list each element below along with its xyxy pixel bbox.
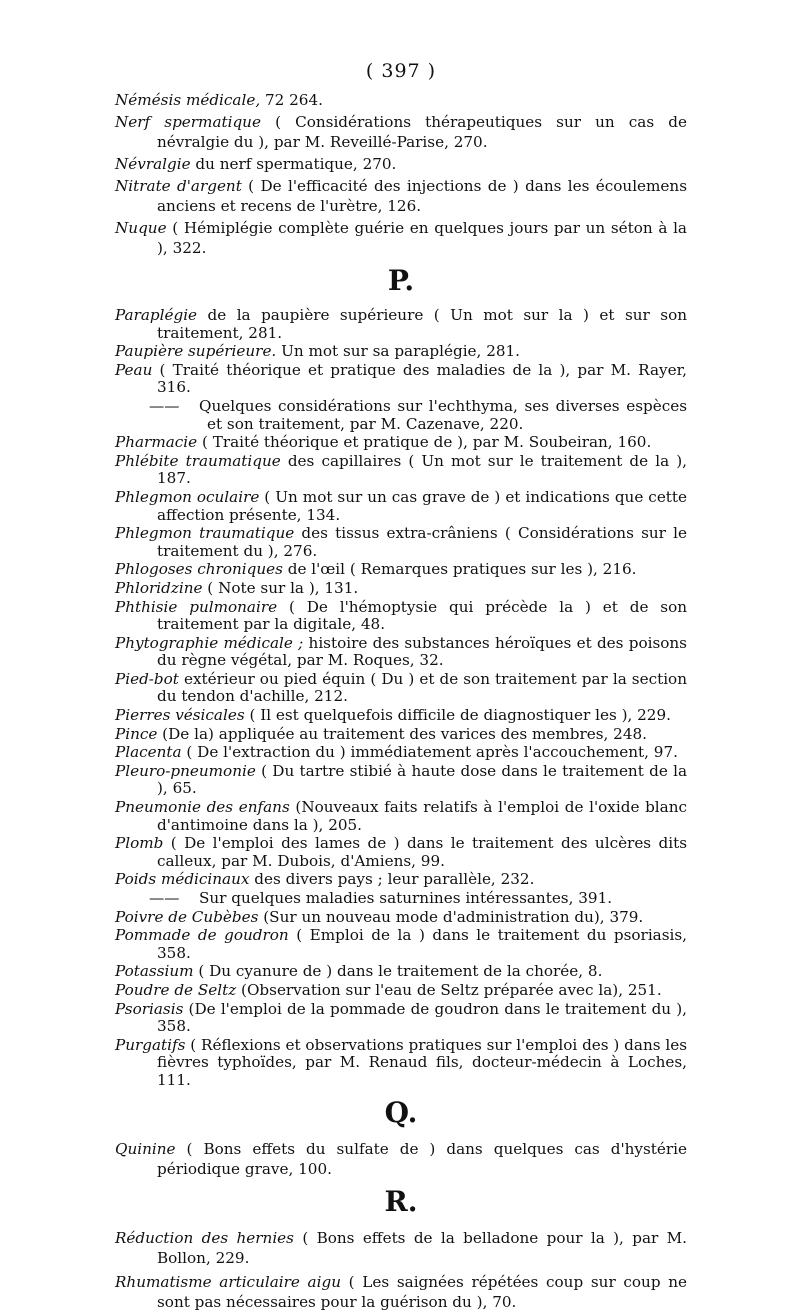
entry-text: ( Du tartre stibié à haute dose dans le traitement de la ), 65. <box>157 761 687 798</box>
index-entry <box>115 835 687 870</box>
index-entry <box>115 453 687 488</box>
index-entry <box>115 561 687 579</box>
entry-term: Paraplégie <box>115 306 198 324</box>
index-section-q <box>115 1096 687 1179</box>
index-entry <box>115 176 687 216</box>
entry-text: (De la) appliquée au traitement des varices des membres, 248. <box>157 724 647 743</box>
entry-text: histoire des substances héroïques et des poisons du règne végétal, par M. Roques, 32. <box>157 633 687 670</box>
entry-text: ( Note sur la ), 131. <box>202 578 359 597</box>
entry-text: ( Bons effets de la belladone pour la ), par M. Bollon, 229. <box>157 1228 687 1267</box>
entry-term: Nerf spermatique <box>115 113 261 131</box>
index-entry <box>115 362 687 397</box>
section-letter: P. <box>387 264 415 297</box>
index-entry <box>115 525 687 560</box>
entry-text: ( Emploi de la ) dans le traitement du psoriasis, 358. <box>157 926 688 962</box>
index-entry <box>115 890 687 908</box>
entry-term: Pierres vésicales <box>115 706 245 725</box>
index-entry <box>115 112 687 152</box>
index-entry <box>115 744 687 762</box>
index-entry <box>115 580 687 598</box>
repeat-dash: —— <box>149 889 180 907</box>
entry-term: Pommade de goudron <box>115 926 289 945</box>
entry-text: (Sur un nouveau mode d'administration du), 379. <box>258 907 644 926</box>
index-section-n <box>115 90 687 258</box>
entry-term: Phloridzine <box>115 578 203 597</box>
entry-text: Quelques considérations sur l'echthyma, ses diverses espèces et son traitement, par M. Cazenave, 220. <box>199 396 687 433</box>
entry-text: de l'œil ( Remarques pratiques sur les ), 216. <box>282 560 637 579</box>
entry-text: des divers pays ; leur parallèle, 232. <box>249 870 535 889</box>
index-entry <box>115 1139 687 1179</box>
entry-term: Névralgie <box>115 155 191 173</box>
index-entry <box>115 763 687 798</box>
entry-term: Pneumonie des enfans <box>115 798 290 817</box>
index-entry <box>115 909 687 927</box>
entry-term: Pied-bot <box>115 669 179 688</box>
entry-text: (Nouveaux faits relatifs à l'emploi de l'oxide blanc d'antimoine dans la ), 205. <box>157 798 687 834</box>
index-entry <box>115 1272 687 1312</box>
entry-term: Nitrate d'argent <box>115 177 242 195</box>
index-entry <box>115 963 687 981</box>
index-entry <box>115 1037 687 1090</box>
repeat-dash: —— <box>149 396 180 415</box>
entry-term: Potassium <box>115 962 194 981</box>
entry-term: Phthisie pulmonaire <box>115 597 278 616</box>
entry-text: ( De l'hémoptysie qui précède la ) et de son traitement par la digitale, 48. <box>157 597 687 634</box>
entry-text: extérieur ou pied équin ( Du ) et de son traitement par la section du tendon d'achille, 212. <box>157 669 687 706</box>
entry-text: 72 264. <box>260 91 323 109</box>
entry-text: du nerf spermatique, 270. <box>190 155 397 173</box>
entry-text: ( Les saignées répétées coup sur coup ne sont pas nécessaires pour la guérison du ), 70. <box>157 1272 688 1311</box>
entry-term: Rhumatisme articulaire aigu <box>115 1272 341 1291</box>
entry-term: Poids médicinaux <box>115 870 250 889</box>
index-entry <box>115 671 687 706</box>
index-section-r <box>115 1185 687 1312</box>
entry-term: Phytographie médicale ; <box>115 633 304 652</box>
index-entry <box>115 343 687 361</box>
index-entry <box>115 982 687 1000</box>
section-letter: R. <box>384 1184 418 1218</box>
entry-term: Poudre de Seltz <box>115 980 237 999</box>
index-page <box>115 60 687 1316</box>
index-entry <box>115 871 687 889</box>
entry-term: Paupière supérieure. <box>115 342 277 361</box>
entry-text: des capillaires ( Un mot sur le traitement de la ), 187. <box>157 451 687 488</box>
index-entry <box>115 90 687 110</box>
entry-text: ( Un mot sur un cas grave de ) et indications que cette affection présente, 134. <box>157 487 687 524</box>
index-section-p <box>115 264 687 1090</box>
entry-term: Phlegmon oculaire <box>115 487 260 506</box>
entry-term: Poivre de Cubèbes <box>115 907 259 926</box>
entry-text: ( Traité théorique et pratique de ), par M. Soubeiran, 160. <box>197 433 652 452</box>
entry-text: de la paupière supérieure ( Un mot sur la ) et sur son traitement, 281. <box>157 306 687 342</box>
entry-text: (Observation sur l'eau de Seltz préparée avec la), 251. <box>236 980 662 999</box>
entry-term: Peau <box>115 360 153 379</box>
index-entry <box>115 799 687 834</box>
entry-text: ( De l'extraction du ) immédiatement après l'accouchement, 97. <box>181 743 678 762</box>
entry-text: ( Traité théorique et pratique des maladies de la ), par M. Rayer, 316. <box>152 360 687 397</box>
index-entry <box>115 707 687 725</box>
index-entry <box>115 398 687 433</box>
entry-text: des tissus extra-crâniens ( Considérations sur le traitement du ), 276. <box>157 524 687 560</box>
entry-term: Pharmacie <box>115 433 198 452</box>
entry-text: ( Hémiplégie complète guérie en quelques jours par un séton à la ), 322. <box>157 219 687 257</box>
entry-text: ( Réflexions et observations pratiques sur l'emploi des ) dans les fièvres typhoïdes, par M. Renaud fils, docteur-médecin à Loches, 111. <box>157 1035 687 1089</box>
entry-text: ( Il est quelquefois difficile de diagnostiquer les ), 229. <box>244 706 671 725</box>
index-entry <box>115 1001 687 1036</box>
index-entry <box>115 635 687 670</box>
entry-term: Pleuro-pneumonie <box>115 761 256 780</box>
entry-text: ( Considérations thérapeutiques sur un cas de névralgie du ), par M. Reveillé-Parise, 270. <box>157 113 687 151</box>
entry-text: Un mot sur sa paraplégie, 281. <box>276 342 521 361</box>
index-entry <box>115 218 687 258</box>
index-entry <box>115 307 687 342</box>
entry-term: Pince <box>115 724 158 743</box>
entry-text: Sur quelques maladies saturnines intéressantes, 391. <box>199 889 613 907</box>
index-entry <box>115 927 687 962</box>
entry-term: Quinine <box>115 1139 176 1158</box>
index-entry <box>115 726 687 744</box>
entry-text: ( De l'emploi des lames de ) dans le traitement des ulcères dits calleux, par M. Dubois, d'Amiens, 99. <box>157 834 687 870</box>
entry-term: Phlegmon traumatique <box>115 524 295 543</box>
entry-term: Némésis médicale, <box>115 91 261 109</box>
entry-term: Placenta <box>115 743 182 762</box>
entry-term: Phlébite traumatique <box>115 451 281 470</box>
entry-text: (De l'emploi de la pommade de goudron dans le traitement du ), 358. <box>157 999 687 1036</box>
index-entry <box>115 154 687 174</box>
entry-term: Purgatifs <box>115 1035 186 1054</box>
index-entry <box>115 434 687 452</box>
entry-term: Nuque <box>115 219 167 237</box>
index-sections <box>115 90 687 1312</box>
entry-term: Réduction des hernies <box>115 1228 294 1247</box>
page-number: ( 397 ) <box>365 60 437 82</box>
entry-term: Psoriasis <box>115 999 184 1018</box>
section-letter: Q. <box>384 1095 418 1129</box>
entry-term: Phlogoses chroniques <box>115 560 283 579</box>
index-entry <box>115 489 687 524</box>
entry-term: Plomb <box>115 834 164 853</box>
index-entry <box>115 599 687 634</box>
entry-text: ( Bons effets du sulfate de ) dans quelques cas d'hystérie périodique grave, 100. <box>157 1139 687 1178</box>
entry-text: ( De l'efficacité des injections de ) dans les écoulemens anciens et recens de l'urètre, 126. <box>157 177 687 215</box>
entry-text: ( Du cyanure de ) dans le traitement de la chorée, 8. <box>193 962 603 981</box>
